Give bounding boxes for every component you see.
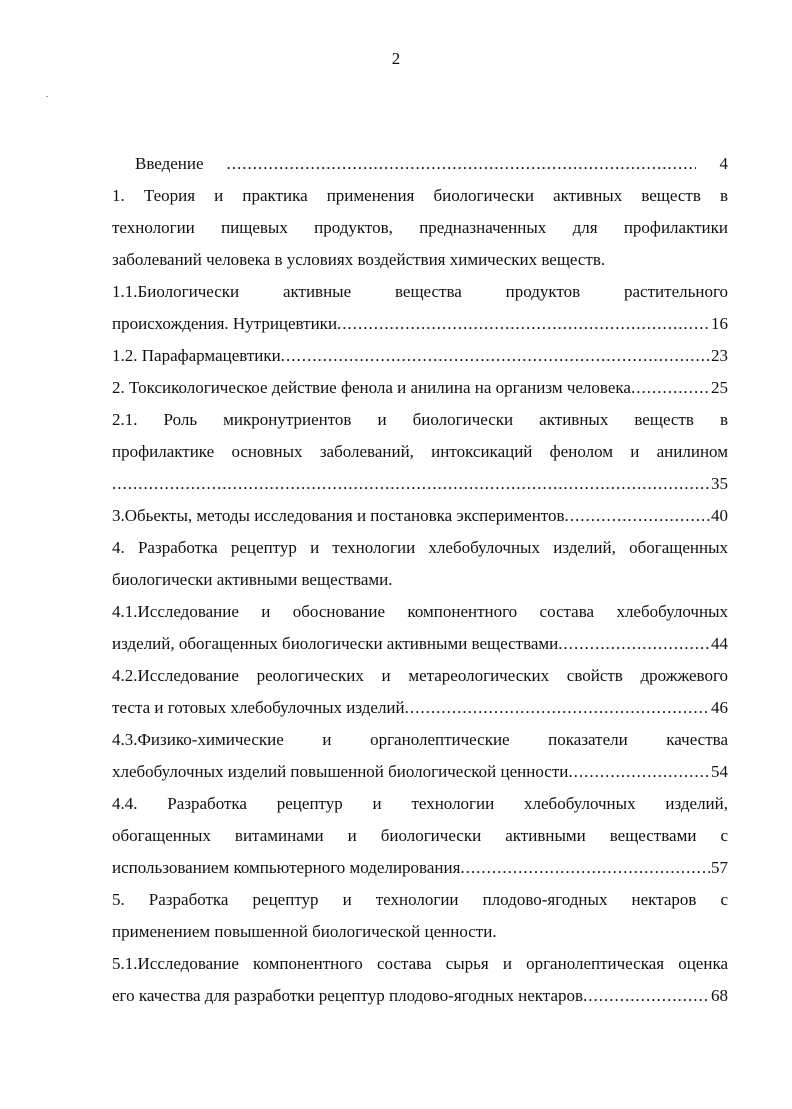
toc-entry-title: изделий, обогащенных биологически активными веществами [112, 634, 559, 653]
toc-entry-1-1-line1: 1.1.Биологически активные вещества продуктов растительного [112, 282, 728, 301]
toc-entry-4-2-line1: 4.2.Исследование реологических и метареологических свойств дрожжевого [112, 666, 728, 685]
toc-page-number: 46 [711, 698, 728, 717]
toc-entry-title: теста и готовых хлебобулочных изделий [112, 698, 405, 717]
toc-page-number: 44 [711, 634, 728, 653]
toc-page-number: 35 [711, 474, 728, 493]
toc-leader-dots [281, 340, 710, 372]
toc-entry-4-4-line1: 4.4. Разработка рецептур и технологии хлебобулочных изделий, [112, 794, 728, 813]
toc-leader-dots [568, 756, 710, 788]
toc-entry-4-4-line2: обогащенных витаминами и биологически активными веществами с [112, 826, 728, 845]
toc-entry-4-4-line3 [112, 852, 728, 884]
toc-entry-1-line1: 1. Теория и практика применения биологически активных веществ в [112, 186, 728, 205]
scan-speck [46, 96, 48, 97]
toc-entry-title: использованием компьютерного моделирования [112, 858, 461, 877]
toc-entry-intro [112, 148, 728, 180]
toc-page-number: 68 [711, 986, 728, 1005]
toc-entry-4-3-line2 [112, 756, 728, 788]
toc-leader-dots [631, 372, 710, 404]
toc-entry-title: 1.2. Парафармацевтики [112, 346, 281, 365]
toc-entry-4-1-line2 [112, 628, 728, 660]
toc-entry-title: его качества для разработки рецептур плодово-ягодных нектаров [112, 986, 584, 1005]
toc-leader-dots [112, 468, 710, 500]
toc-entry-2-1-line2: профилактике основных заболеваний, интоксикаций фенолом и анилином [112, 442, 728, 461]
toc-entry-3 [112, 500, 728, 532]
toc-entry-5-line1: 5. Разработка рецептур и технологии плодово-ягодных нектаров с [112, 890, 728, 909]
toc-entry-1-1-line2 [112, 308, 728, 340]
toc-entry-4-3-line1: 4.3.Физико-химические и органолептические показатели качества [112, 730, 728, 749]
page-number: 2 [391, 49, 401, 68]
toc-entry-1-line3: заболеваний человека в условиях воздействия химических веществ. [112, 250, 606, 269]
toc-leader-dots [337, 308, 710, 340]
toc-entry-2-1-line1: 2.1. Роль микронутриентов и биологически активных веществ в [112, 410, 728, 429]
toc-leader-dots [460, 852, 710, 884]
toc-leader-dots [565, 500, 710, 532]
toc-entry-5-1-line2 [112, 980, 728, 1012]
toc-entry-1-line2: технологии пищевых продуктов, предназначенных для профилактики [112, 218, 728, 237]
toc-entry-4-2-line2 [112, 692, 728, 724]
toc-entry-4-1-line1: 4.1.Исследование и обоснование компонентного состава хлебобулочных [112, 602, 728, 621]
toc-leader-dots [558, 628, 710, 660]
toc-entry-5-1-line1: 5.1.Исследование компонентного состава сырья и органолептическая оценка [112, 954, 728, 973]
toc-entry-2-1-line3 [112, 468, 728, 500]
toc-entry-4-line1: 4. Разработка рецептур и технологии хлебобулочных изделий, обогащенных [112, 538, 728, 557]
toc-entry-1-2 [112, 340, 728, 372]
toc-page-number: 16 [711, 314, 728, 333]
toc-entry-title: происхождения. Нутрицевтики [112, 314, 338, 333]
toc-page-number: 40 [711, 506, 728, 525]
toc-entry-4-line2: биологически активными веществами. [112, 570, 393, 589]
toc-page-number: 25 [711, 378, 728, 397]
toc-page-number: 54 [711, 762, 728, 781]
toc-leader-dots [204, 148, 696, 180]
toc-page-number: 23 [711, 346, 728, 365]
toc-page-number: 57 [711, 858, 728, 877]
toc-entry-title: хлебобулочных изделий повышенной биологической ценности [112, 762, 569, 781]
toc-entry-title: Введение [135, 154, 204, 173]
toc-leader-dots [583, 980, 710, 1012]
table-of-contents [112, 148, 728, 1012]
toc-leader-dots [405, 692, 710, 724]
toc-entry-title: 2. Токсикологическое действие фенола и анилина на организм человека [112, 378, 631, 397]
toc-page-number: 4 [719, 154, 728, 173]
toc-entry-title: 3.Обьекты, методы исследования и постановка экспериментов [112, 506, 565, 525]
toc-entry-5-line2: применением повышенной биологической ценности. [112, 922, 497, 941]
toc-entry-2 [112, 372, 728, 404]
